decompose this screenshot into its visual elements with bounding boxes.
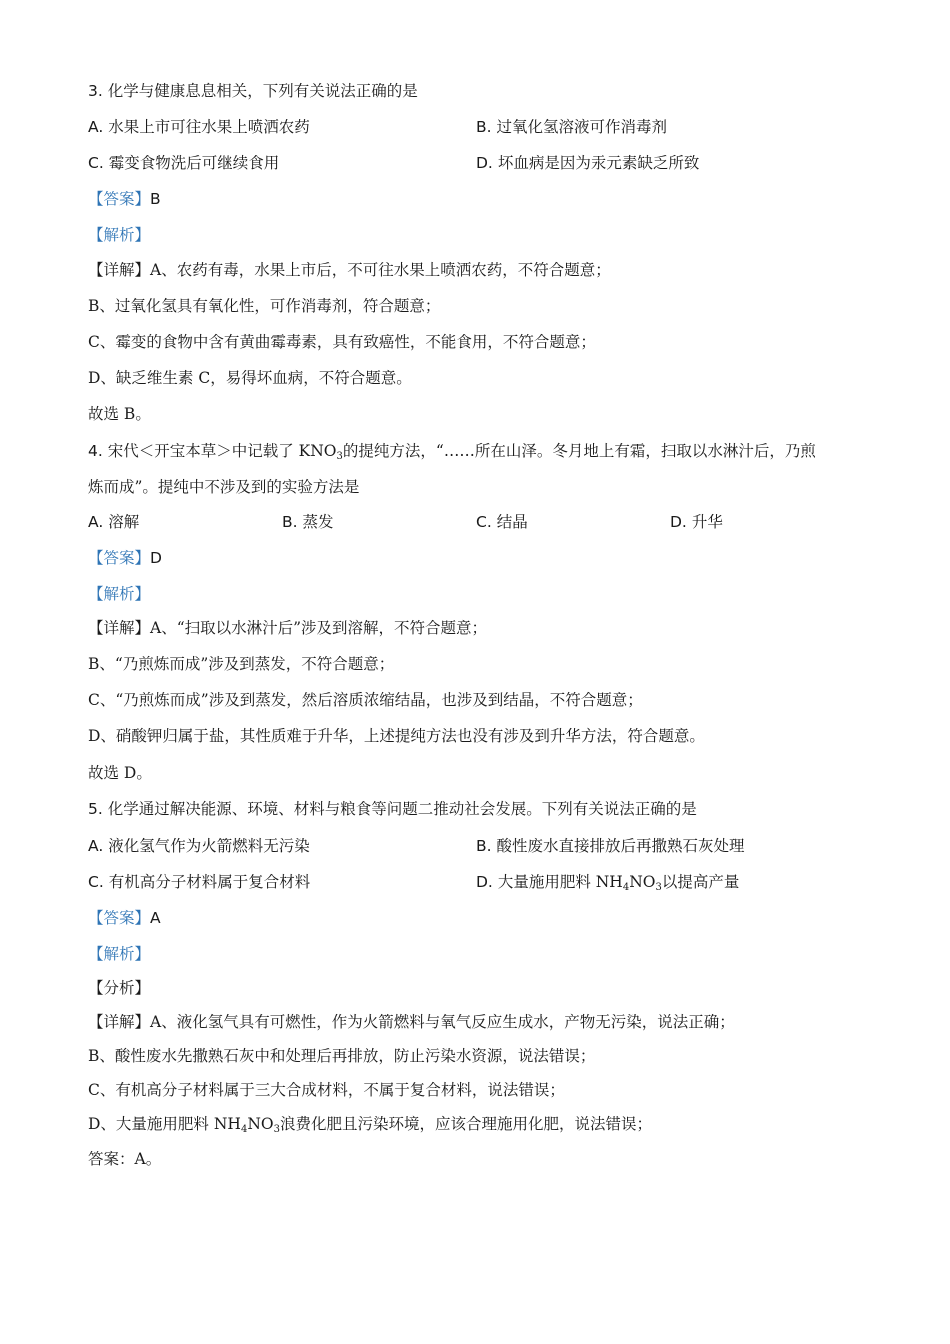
q4-detail-b: B、“乃煎炼而成”涉及到蒸发，不符合题意； [88,655,395,673]
q5-conclusion: 答案：A。 [88,1150,162,1168]
q4-detail-c: C、“乃煎炼而成”涉及到蒸发，然后溶质浓缩结晶，也涉及到结晶，不符合题意； [88,691,643,709]
q5-analysis-tag: 【解析】 [88,945,151,963]
q5-fenxi-tag: 【分析】 [88,979,151,997]
q4-option-c: C. 结晶 [476,513,528,531]
q3-option-b: B. 过氧化氢溶液可作消毒剂 [476,118,668,136]
q3-option-a: A. 水果上市可往水果上喷洒农药 [88,118,310,136]
q4-conclusion: 故选 D。 [88,764,152,782]
q4-option-a: A. 溶解 [88,513,140,531]
q3-analysis-tag: 【解析】 [88,226,151,244]
q4-stem-line1: 4. 宋代＜开宝本草＞中记载了 $KNO_3$的提纯方法，“……所在山泽。冬月地上有霜，扫取以水淋汁后，乃煎 [88,442,816,462]
q5-option-a: A. 液化氢气作为火箭燃料无污染 [88,837,310,855]
q3-detail-d: D、缺乏维生素 C，易得坏血病，不符合题意。 [88,369,412,387]
q4-answer: 【答案】D [88,549,162,567]
q3-option-d: D. 坏血病是因为汞元素缺乏所致 [476,154,700,172]
q5-detail-b: B、酸性废水先撒熟石灰中和处理后再排放，防止污染水资源，说法错误； [88,1047,596,1065]
q5-option-c: C. 有机高分子材料属于复合材料 [88,873,311,891]
q3-detail-b: B、过氧化氢具有氧化性，可作消毒剂，符合题意； [88,297,441,315]
q3-conclusion: 故选 B。 [88,405,151,423]
q5-detail-a: 【详解】A、液化氢气具有可燃性，作为火箭燃料与氧气反应生成水，产物无污染，说法正确； [88,1013,735,1031]
q5-detail-c: C、有机高分子材料属于三大合成材料，不属于复合材料，说法错误； [88,1081,565,1099]
q5-stem: 5. 化学通过解决能源、环境、材料与粮食等问题二推动社会发展。下列有关说法正确的是 [88,800,697,818]
q4-analysis-tag: 【解析】 [88,585,151,603]
q3-stem: 3. 化学与健康息息相关，下列有关说法正确的是 [88,82,418,100]
q4-option-d: D. 升华 [670,513,723,531]
q5-answer: 【答案】A [88,909,161,927]
q3-detail-c: C、霉变的食物中含有黄曲霉毒素，具有致癌性，不能食用，不符合题意； [88,333,596,351]
q4-detail-a: 【详解】A、“扫取以水淋汁后”涉及到溶解，不符合题意； [88,619,488,637]
q5-option-b: B. 酸性废水直接排放后再撒熟石灰处理 [476,837,745,855]
q4-stem-line2: 炼而成”。提纯中不涉及到的实验方法是 [88,478,360,496]
q3-detail-a: 【详解】A、农药有毒，水果上市后，不可往水果上喷洒农药，不符合题意； [88,261,611,279]
q3-option-c: C. 霉变食物洗后可继续食用 [88,154,280,172]
q5-detail-d: D、大量施用肥料 $NH_4NO_3$浪费化肥且污染环境，应该合理施用化肥，说法错误； [88,1115,652,1135]
q4-option-b: B. 蒸发 [282,513,334,531]
q4-detail-d: D、硝酸钾归属于盐，其性质难于升华，上述提纯方法也没有涉及到升华方法，符合题意。 [88,727,705,745]
q3-answer: 【答案】B [88,190,161,208]
q5-option-d: D. 大量施用肥料 $NH_4NO_3$以提高产量 [476,873,740,893]
